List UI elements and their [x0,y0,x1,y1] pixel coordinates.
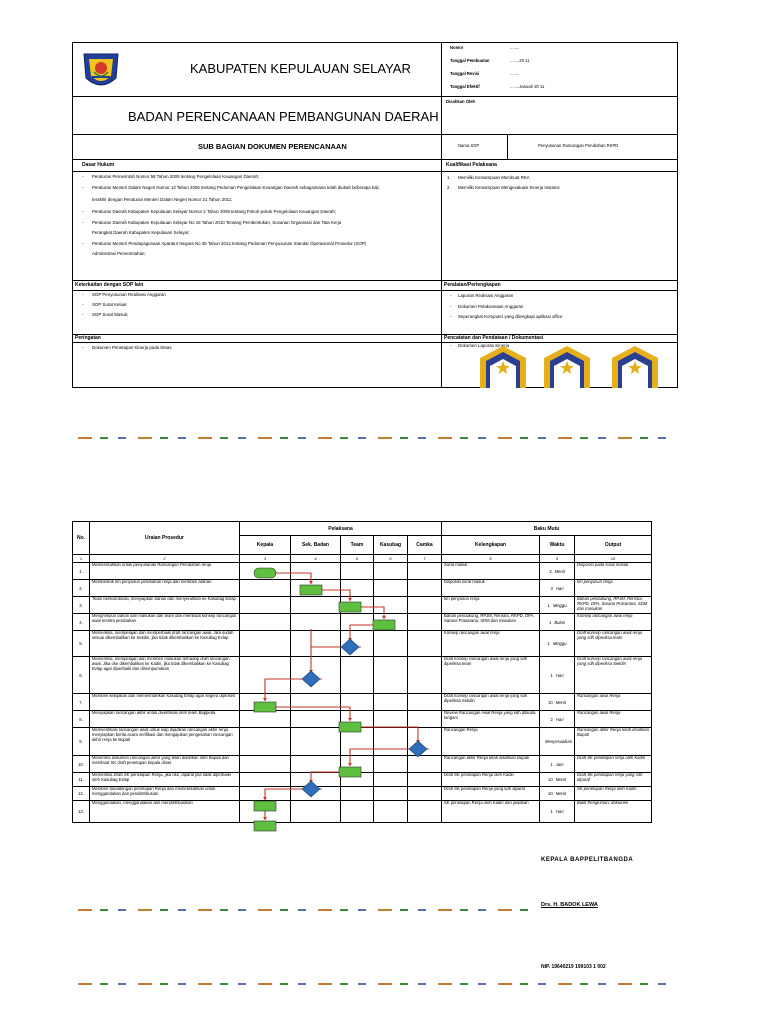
row-completeness: SK penetapan Renja oleh Kadin dan jawaban [442,801,540,823]
meta-value: ........ [510,71,520,76]
legal-basis-item: Peraturan Pemerintah Nomor 58 Tahun 2005 tentang Pengelolaan Keuangan Daerah; [92,174,260,179]
row-description: Memeriksa, mempelajari dan memberi masukan terhadap draft rancangan awal. Jika oke dikembalikan ke Kadin, jika tidak dikembalikan ke Kasubag Evlap agar diperbaiki dan disempurnakan [90,657,240,694]
row-description: Memeriksa, mempelajari dan memperbaiki draft rancangan awal. Jika sudah sesuai dikembalikan ke Sekdin, jika tidak dikembalikan ke Kasubag Evlap [90,631,240,657]
flow-arrowhead [382,616,386,619]
time-unit: Hari [555,809,564,814]
signature-name: Drs. H. BADOK LEWA [541,902,598,908]
row-output: Bukti Pengiriman; dokumen [575,801,652,823]
row-output: Rancangan awal Renja [575,711,652,728]
row-completeness: Surat masuk [442,563,540,580]
signature-nip: NIP. 19640219 199103 1 002 [541,964,606,970]
flow-connector [276,573,311,584]
time-unit: Minggu [552,641,567,646]
row-output: Disposisi pada surat masuk [575,563,652,580]
executor-camka: Camka [408,536,442,555]
row-number: 3. [73,597,90,614]
equipment-item: Seperangkat Komputer yang dilengkapi aplikasi office [458,314,563,319]
time-value: 10 [548,699,553,705]
legal-basis-item: Peraturan Menteri Dalam Negeri Nomor 13 Tahun 2006 tentang Pedoman Pengelolaan Keuangan Daerah sebagaimana telah diubah beberapa kali, [92,185,380,190]
recording-item: Dokumen Laporan Kinerja [458,343,510,348]
flow-connector [361,727,418,743]
row-output: Konsep rancangan awal renja [575,614,652,631]
process-box [339,767,361,777]
page-separator [78,909,538,911]
meta-label: Tanggal Pembuatan [450,58,490,63]
row-output: Draft konsep rancangan awal renja yang sdh diperiksa team [575,631,652,657]
qualification-item: Memiliki Kemampuan Membuat RKA [458,175,530,180]
row-description: Menerima dokumen rancangan akhir yang telah disahkan oleh Bupati dan membuat SK draft penetapan kepala dinas [90,756,240,773]
related-sop-item: SOP Surat Masuk; [92,312,129,317]
process-box [373,620,395,630]
row-number: 2. [73,580,90,597]
column-number-row: 1 2 3 4 5 6 7 8 9 10 [73,555,652,563]
meta-value: ........Januari 20 11 [510,84,545,89]
row-number: 6. [73,657,90,694]
related-sop-title: Keterkaitan dengan SOP lain [75,282,144,288]
row-completeness: Bahan pendukung, RPJM, Renstra, RKPD, DPA, Sarana Prasarana, SDM dan masukan [442,614,540,631]
row-completeness: Rancangan akhir Renja telah disahkan Bupati [442,756,540,773]
flow-arrowhead [348,718,352,721]
decision-diamond [341,639,359,655]
flow-arrowhead [263,817,267,820]
col-output-header: Output [575,536,652,555]
executor-sek-badan: Sek. Badan [291,536,341,555]
time-unit: Menit [555,777,566,782]
row-description: Memberi tandatangan penetapan Renja dan memerintahkan untuk menggandakan dan pendistribusian [90,787,240,801]
row-description: Team berkoordinasi, menyiapkan bahan dan menyerahkan ke Kasubag Evlap [90,597,240,614]
process-box [339,722,361,732]
time-unit: Minggu [552,602,567,608]
executor-team: Team [341,536,374,555]
row-description: Memverifikasi rancangan awal untuk siap dijadikan rancangan akhir renja menyiapkan berita acara verifikasi dan mengajukan pengesahan rancangan akhir renja ke Bupati [90,728,240,756]
sop-name-label: Nama SOP [458,143,480,148]
row-output: Rancangan awal Renja [575,694,652,711]
row-number: 12. [73,787,90,801]
subdivision-title: SUB BAGIAN DOKUMEN PERENCANAAN [198,142,347,151]
legal-basis-item: Perangkat Daerah Kabupaten Kepulauan Selayar; [92,230,190,235]
recording-title: Pencatatan dan Pendataan / Dokumentasi [444,335,544,341]
time-unit: Hari [555,585,564,591]
flow-connector [361,607,384,619]
row-number: 1. [73,563,90,580]
row-description: Membentuk tim penyusun perubahan renja dan memberi arahan [90,580,240,597]
related-sop-item: SOP Surat Keluar [92,302,127,307]
meta-label: Nomor [450,45,464,50]
flow-arrowhead [309,581,313,584]
row-completeness: tim penyusun renja [442,597,540,614]
flow-arrowhead [263,698,267,701]
legal-basis-title: Dasar Hukum [82,162,115,168]
qualification-title: Kualifikasi Pelaksana [446,162,497,168]
time-unit: Menyesuaikan [545,739,573,744]
time-unit: Menit [555,699,566,705]
col-procedure-header: Uraian Prosedur [90,522,240,555]
col-executor-header: Pelaksana [240,522,442,536]
time-value: 1 [547,602,550,608]
executor-kepala: Kepala [240,536,291,555]
process-box [254,702,276,712]
col-time-header: Waktu [540,536,575,555]
time-value: 2 [550,716,553,722]
row-completeness: Review Rancangan Awal Renja yang sdh ditanda tangani [442,711,540,728]
row-number: 8. [73,711,90,728]
row-output: Draft SK penetapan renja yang sdh diparaf [575,773,652,787]
flow-connector [276,707,350,721]
time-value: 1 [548,619,552,625]
row-number: 4. [73,614,90,631]
col-no-header: No. [73,522,90,555]
flow-arrowhead [348,763,352,766]
row-number: 7. [73,694,90,711]
time-value: 10 [548,791,553,796]
signature-title: KEPALA BAPPELITBANGDA [541,857,634,863]
time-value: 1 [550,761,553,767]
agency-title: BADAN PERENCANAAN PEMBANGUNAN DAERAH [128,109,439,124]
time-value: 3 [550,585,553,591]
row-description: Memeriksa Draft SK penetapan Renja, jika oke, diparaf jika tidak diperbaiki oleh Kasubag Evlap [90,773,240,787]
time-unit: Hari [555,716,564,722]
warning-title: Peringatan [75,335,101,341]
row-number: 13. [73,801,90,823]
process-box [300,585,322,595]
row-number: 10. [73,756,90,773]
time-value: 10 [548,777,553,782]
row-output: Rancangan akhir Renja telah disahkan Bupati [575,728,652,756]
row-output: Draft SK penetapan renja oleh Kadin [575,756,652,773]
decision-diamond [302,781,320,797]
regency-title: KABUPATEN KEPULAUAN SELAYAR [190,61,411,76]
page-separator [78,983,668,985]
time-unit: Bulan [554,619,566,625]
row-output: Draft konsep rancangan awal renja yang sdh diperiksa Sekdin [575,657,652,694]
time-unit: Menit [555,791,566,796]
executor-kasubag: Kasubag [374,536,408,555]
row-number: 9. [73,728,90,756]
row-number: 11. [73,773,90,787]
equipment-item: Dokumen Pelaksanaan Anggaran [458,304,524,309]
flow-arrowhead [348,598,352,601]
row-completeness: Draft konsep rancangan awal renja yang sdh diperiksa Sekdin [442,694,540,711]
process-box [339,602,361,612]
sop-name-value: Penyusunan Rancangan Perubahan RKPD [538,143,619,148]
row-completeness: Draft konsep rancangan awal renja yang sdh diperiksa team [442,657,540,694]
row-number: 5. [73,631,90,657]
col-completeness-header: Kelengkapan [442,536,540,555]
flow-connector [322,590,350,601]
equipment-item: Laporan Realisasi Anggaran [458,293,514,298]
time-value: 1 [547,641,550,646]
legal-basis-item: Peraturan Daerah Kabupaten Kepulauan Selayar Nomor 2 Tahun 2009 tentang Pokok-pokok Pengelolaan Keuangan Daerah; [92,209,337,214]
decision-diamond [302,671,320,687]
legal-basis-item: terakhir dengan Peraturan Menteri Dalam Negeri Nomor 21 Tahun 2011; [92,197,233,202]
row-completeness: Draft SK penetapan Renja yang sdh diparaf [442,787,540,801]
legal-basis-item: Administrasi Pemerintahan; [92,251,146,256]
meta-value: ........ [510,45,520,50]
row-description: Menggandakan, menggandakan dan mendistribusikan [90,801,240,823]
meta-value: ........20 11 [510,58,530,63]
time-unit: Menit [554,568,565,574]
time-value: 1 [550,809,553,814]
row-output: SK penetapan Renja oleh Kadin [575,787,652,801]
qualification-item: Memiliki Kemampuan Mengevaluasi Kinerja Instansi [458,185,560,190]
warning-item: Dokumen Penetapan Kinerja pada Dinas [92,345,172,350]
meta-label: Tanggal Efektif [450,84,480,89]
time-unit: Hari [555,672,564,678]
process-box [254,821,276,831]
time-unit: Jam [555,761,564,767]
row-description: Memberi kebijakan dan memerintahkan Kasubag Evlap agar segera diproses [90,694,240,711]
legal-basis-item: Peraturan Menteri Pendayagunaan Aparatur Negara No 35 Tahun 2012 tentang Pedoman Penyusunan Standar Operasional Prosedur (SOP) [92,241,367,246]
row-description: Memerintahkan untuk penyusunan Rancangan Perubahan renja [90,563,240,580]
row-completeness: Disposisi surat masuk [442,580,540,597]
process-box [254,801,276,811]
time-value: 3 [549,568,552,574]
legal-basis-item: Peraturan Daerah Kabupaten Kepulauan Selayar No 16 Tahun 2010 Tentang Pembentukan, Susunan Organisasi dan Tata Kerja [92,220,342,225]
row-output: Bahan pendukung, RPJM, Renstra, RKPD, DPA, Sarana Prasarana, SDM dan masukan [575,597,652,614]
row-completeness: Draft SK penetapan Renja oleh Kadin [442,773,540,787]
row-description: Menghimpun bahan dan masukan dari team dan membuat konsep rancangan awal renstra perubahan [90,614,240,631]
row-output: tim penyusun renja [575,580,652,597]
row-description: Menyiapkan rancangan akhir untuk diverifikasi oleh team Bappeda [90,711,240,728]
start-terminal [254,568,276,578]
flow-arrowhead [263,797,267,800]
meta-label: Tanggal Revisi [450,71,480,76]
decision-diamond [409,741,427,757]
approved-by-label: Disahkan Oleh [446,99,476,104]
related-sop-item: SOP Penyusunan Realisasi Anggaran [92,292,166,297]
equipment-title: Peralatan/Perlengkapan [444,282,501,288]
row-completeness: Rancangan Renja [442,728,540,756]
col-quality-header: Baku Mutu [442,522,652,536]
time-value: 1 [550,672,553,678]
row-completeness: Konsep rancangan awal renja [442,631,540,657]
